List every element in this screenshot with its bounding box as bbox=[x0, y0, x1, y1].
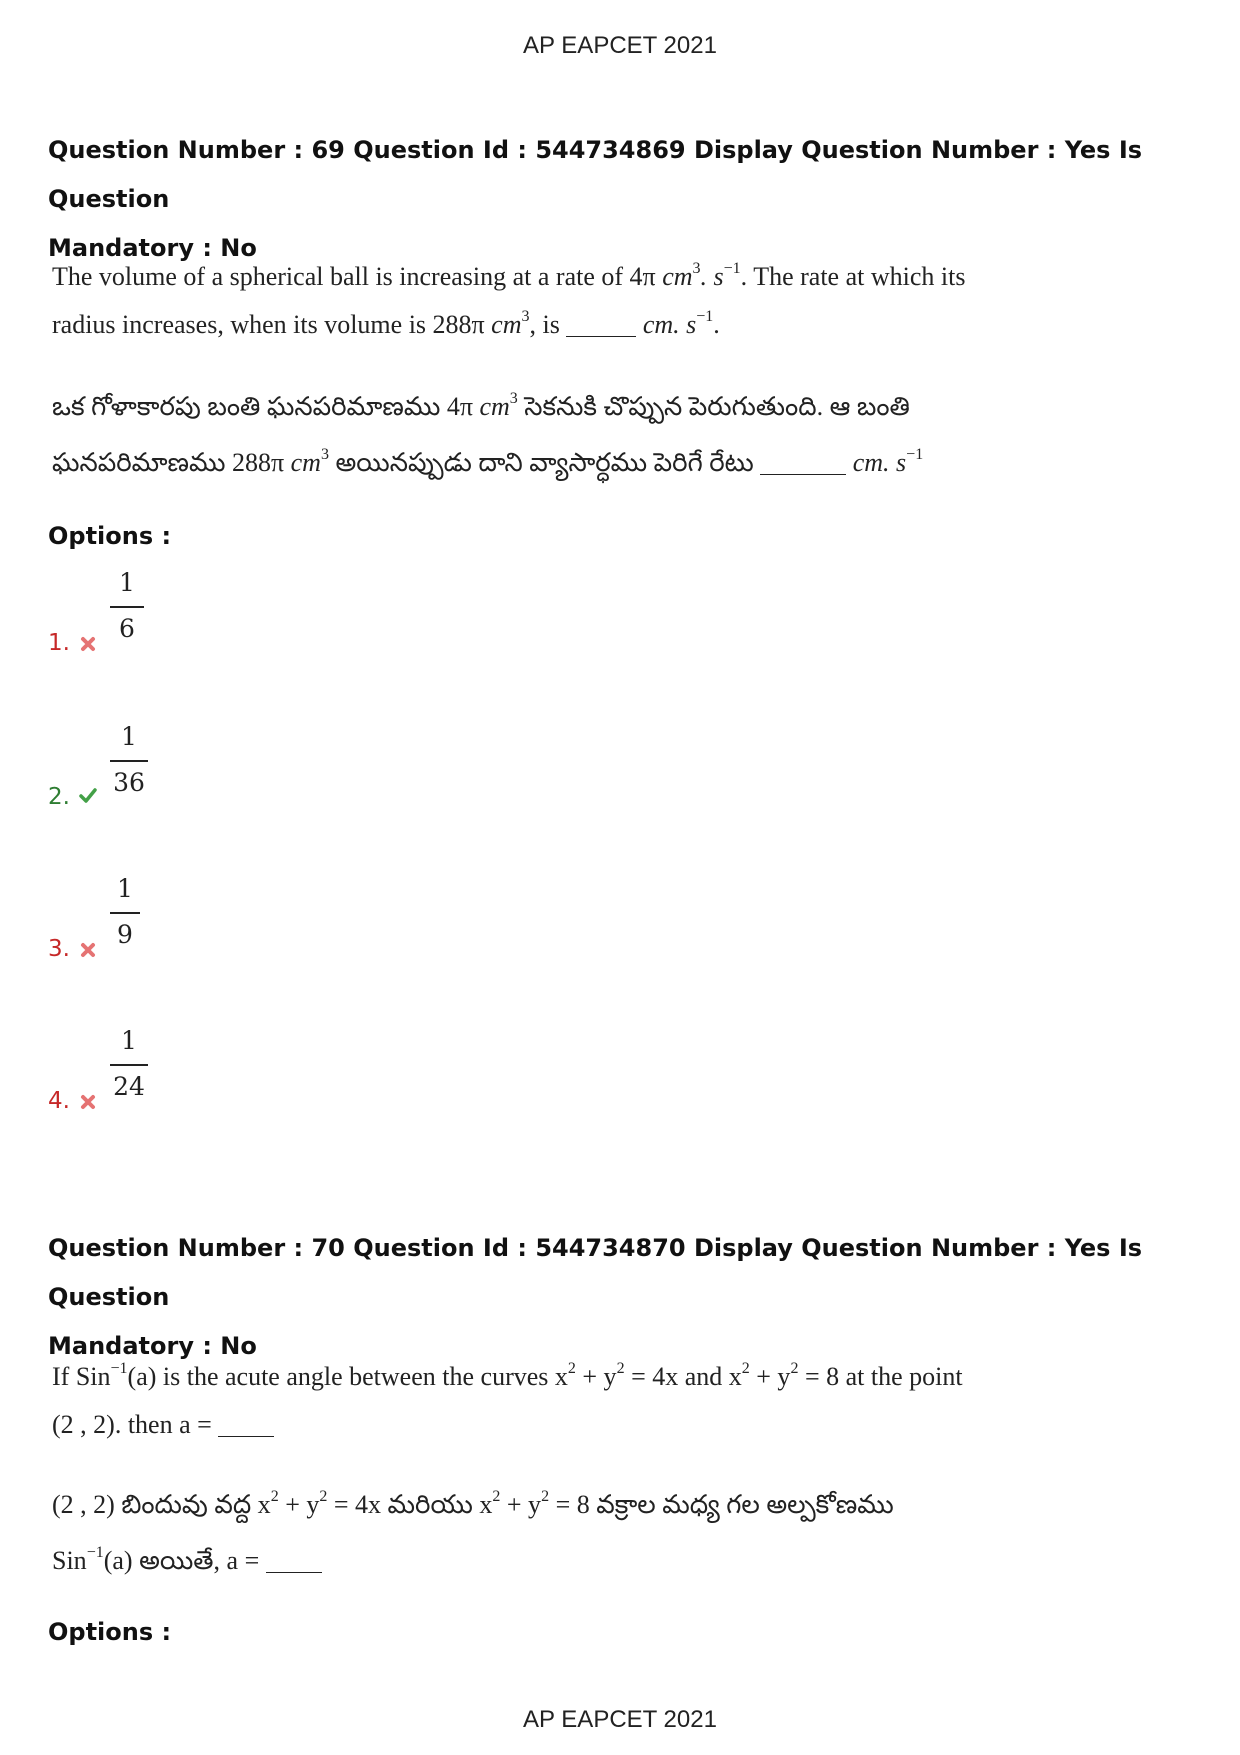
fraction-bar bbox=[110, 606, 144, 608]
question-69-english-line1: The volume of a spherical ball is increasing at a rate of 4π $cm^3$. $s^{-1}$. The rate at which its bbox=[52, 260, 966, 291]
option-1[interactable] bbox=[48, 568, 348, 658]
fraction-denominator: 9 bbox=[117, 920, 133, 949]
fraction-denominator: 36 bbox=[113, 768, 145, 797]
page-footer: AP EAPCET 2021 bbox=[523, 1706, 717, 1733]
fraction bbox=[110, 1026, 148, 1102]
question-69-meta bbox=[48, 126, 1198, 273]
question-69-telugu-line1: ఒక గోళాకారపు బంతి ఘనపరిమాణము 4π $cm^3$ సెకనుకి చొప్పున పెరుగుతుంది. ఆ బంతి bbox=[52, 390, 910, 421]
cross-icon bbox=[78, 940, 98, 960]
fraction-bar bbox=[110, 760, 148, 762]
question-70-telugu-line2: Sin$^{-1}$(a) అయితే, a = bbox=[52, 1546, 322, 1582]
question-69-meta-line2: Mandatory : No bbox=[48, 234, 257, 262]
question-70-meta bbox=[48, 1224, 1198, 1371]
fraction-numerator: 1 bbox=[121, 1026, 137, 1055]
cross-icon bbox=[78, 634, 98, 654]
fraction-numerator: 1 bbox=[117, 874, 133, 903]
fraction-denominator: 24 bbox=[113, 1072, 145, 1101]
option-number: 1. bbox=[48, 630, 70, 656]
fraction-bar bbox=[110, 912, 140, 914]
answer-blank bbox=[218, 1414, 274, 1437]
cross-icon bbox=[78, 1092, 98, 1112]
question-69-english-line2: radius increases, when its volume is 288π $cm^3$, is cm. $s^{-1}$. bbox=[52, 308, 720, 339]
question-70-options-label: Options : bbox=[48, 1618, 172, 1646]
fraction bbox=[110, 722, 148, 798]
page-header: AP EAPCET 2021 bbox=[523, 32, 717, 59]
question-70-meta-line2: Mandatory : No bbox=[48, 1332, 257, 1360]
option-2[interactable] bbox=[48, 722, 348, 812]
question-70-english-line2: (2 , 2). then a = bbox=[52, 1410, 274, 1440]
question-70-telugu-line1: (2 , 2) బిందువు వద్ద $x^2 + y^2 = 4x$ మరియు $x^2 + y^2 = 8$ వక్రాల మధ్య గల అల్పకోణము bbox=[52, 1488, 894, 1519]
answer-blank bbox=[760, 452, 846, 475]
question-69-options-label: Options : bbox=[48, 522, 172, 550]
option-3[interactable] bbox=[48, 874, 348, 964]
question-70-english-line1: If Sin$^{-1}$(a) is the acute angle between the curves $x^2 + y^2 = 4x$ and $x^2 + y^2 = 8$ at the point bbox=[52, 1360, 963, 1391]
question-70-meta-line1: Question Number : 70 Question Id : 544734870 Display Question Number : Yes Is Question bbox=[48, 1234, 1143, 1311]
question-69-meta-line1: Question Number : 69 Question Id : 544734869 Display Question Number : Yes Is Question bbox=[48, 136, 1143, 213]
question-69-telugu-line2: ఘనపరిమాణము 288π $cm^3$ అయినప్పుడు దాని వ్యాసార్ధము పెరిగే రేటు cm. $s^{-1}$ bbox=[52, 446, 924, 477]
option-4[interactable] bbox=[48, 1026, 348, 1116]
answer-blank bbox=[566, 314, 636, 337]
fraction bbox=[110, 568, 144, 644]
answer-blank bbox=[266, 1550, 322, 1573]
fraction bbox=[110, 874, 140, 950]
fraction-bar bbox=[110, 1064, 148, 1066]
fraction-numerator: 1 bbox=[119, 568, 135, 597]
fraction-denominator: 6 bbox=[119, 614, 135, 643]
option-number: 4. bbox=[48, 1088, 70, 1114]
option-number: 2. bbox=[48, 784, 70, 810]
check-icon bbox=[78, 786, 98, 806]
fraction-numerator: 1 bbox=[121, 722, 137, 751]
option-number: 3. bbox=[48, 936, 70, 962]
